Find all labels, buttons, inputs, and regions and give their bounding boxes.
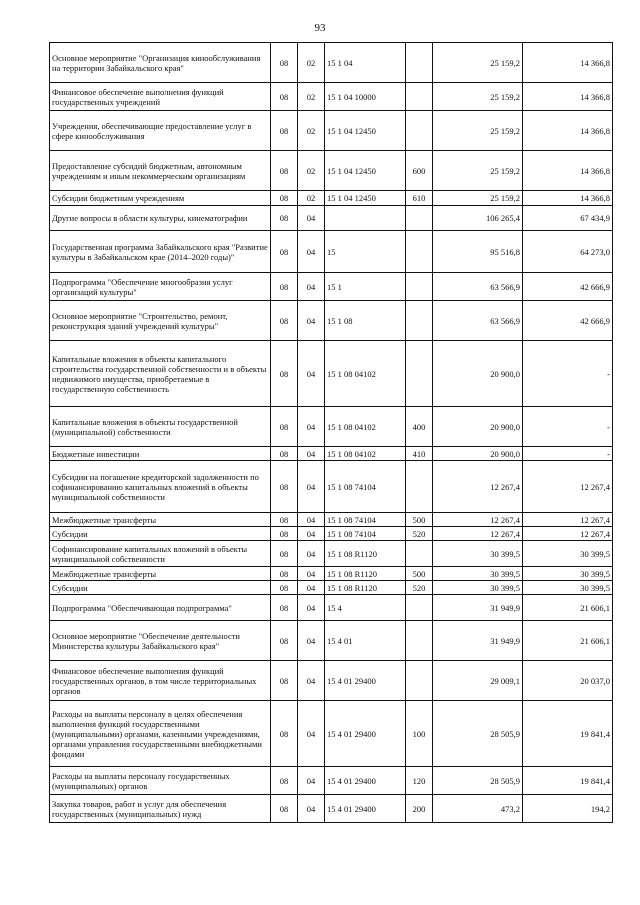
row-target-article: 15 1 08	[325, 301, 406, 341]
row-subsection-code: 04	[298, 407, 325, 447]
row-section-code: 08	[271, 151, 298, 191]
row-section-code: 08	[271, 231, 298, 273]
row-section-code: 08	[271, 767, 298, 795]
row-amount-2: 19 841,4	[523, 767, 613, 795]
row-name: Государственная программа Забайкальского края "Развитие культуры в Забайкальском крае (2014–2020 годы)"	[50, 231, 271, 273]
row-target-article: 15 1 04	[325, 43, 406, 83]
row-section-code: 08	[271, 701, 298, 767]
row-target-article: 15 1 08 74104	[325, 461, 406, 513]
row-expense-type	[406, 595, 433, 621]
row-target-article: 15 1 04 12450	[325, 191, 406, 206]
row-section-code: 08	[271, 111, 298, 151]
row-target-article: 15 4 01 29400	[325, 661, 406, 701]
row-name: Основное мероприятие "Организация кинообслуживания на территории Забайкальского края"	[50, 43, 271, 83]
row-subsection-code: 04	[298, 621, 325, 661]
row-subsection-code: 04	[298, 341, 325, 407]
row-name: Основное мероприятие "Обеспечение деятельности Министерства культуры Забайкальского края"	[50, 621, 271, 661]
row-name: Финансовое обеспечение выполнения функций государственных органов, в том числе территориальных органов	[50, 661, 271, 701]
row-amount-1: 63 566,9	[433, 301, 523, 341]
row-name: Бюджетные инвестиции	[50, 447, 271, 461]
row-section-code: 08	[271, 83, 298, 111]
row-target-article: 15 1 04 12450	[325, 151, 406, 191]
row-section-code: 08	[271, 795, 298, 823]
row-expense-type: 200	[406, 795, 433, 823]
table-row	[50, 341, 613, 407]
row-expense-type	[406, 541, 433, 567]
row-amount-1: 25 159,2	[433, 83, 523, 111]
row-target-article: 15	[325, 231, 406, 273]
row-amount-1: 28 505,9	[433, 701, 523, 767]
row-amount-2: 42 666,9	[523, 273, 613, 301]
page-number: 93	[314, 22, 326, 34]
row-amount-2: 14 366,8	[523, 151, 613, 191]
row-expense-type	[406, 273, 433, 301]
budget-table-body	[50, 43, 613, 823]
row-amount-1: 12 267,4	[433, 461, 523, 513]
row-target-article: 15 1 08 04102	[325, 407, 406, 447]
row-subsection-code: 04	[298, 231, 325, 273]
row-target-article	[325, 206, 406, 231]
row-amount-2: 12 267,4	[523, 527, 613, 541]
row-name: Расходы на выплаты персоналу государственных (муниципальных) органов	[50, 767, 271, 795]
row-section-code: 08	[271, 407, 298, 447]
row-target-article: 15 4	[325, 595, 406, 621]
row-section-code: 08	[271, 461, 298, 513]
row-section-code: 08	[271, 661, 298, 701]
row-section-code: 08	[271, 567, 298, 581]
table-row	[50, 701, 613, 767]
row-subsection-code: 04	[298, 661, 325, 701]
budget-table	[49, 42, 613, 823]
row-amount-1: 12 267,4	[433, 513, 523, 527]
row-amount-2: 12 267,4	[523, 461, 613, 513]
row-expense-type	[406, 621, 433, 661]
row-section-code: 08	[271, 273, 298, 301]
row-amount-1: 30 399,5	[433, 541, 523, 567]
row-amount-1: 25 159,2	[433, 151, 523, 191]
row-target-article: 15 1 08 04102	[325, 341, 406, 407]
row-expense-type	[406, 301, 433, 341]
row-amount-1: 25 159,2	[433, 191, 523, 206]
table-row	[50, 301, 613, 341]
row-name: Межбюджетные трансферты	[50, 567, 271, 581]
row-name: Субсидии	[50, 581, 271, 595]
row-amount-2: 20 037,0	[523, 661, 613, 701]
table-row	[50, 43, 613, 83]
row-target-article: 15 1 08 74104	[325, 527, 406, 541]
row-subsection-code: 04	[298, 461, 325, 513]
row-target-article: 15 1 04 10000	[325, 83, 406, 111]
row-section-code: 08	[271, 541, 298, 567]
table-row	[50, 206, 613, 231]
row-amount-1: 106 265,4	[433, 206, 523, 231]
row-section-code: 08	[271, 206, 298, 231]
row-target-article: 15 1 08 R1120	[325, 567, 406, 581]
row-subsection-code: 02	[298, 111, 325, 151]
row-subsection-code: 02	[298, 151, 325, 191]
row-expense-type: 100	[406, 701, 433, 767]
row-amount-1: 63 566,9	[433, 273, 523, 301]
row-subsection-code: 02	[298, 83, 325, 111]
row-subsection-code: 04	[298, 795, 325, 823]
row-expense-type: 410	[406, 447, 433, 461]
row-amount-1: 12 267,4	[433, 527, 523, 541]
row-amount-1: 473,2	[433, 795, 523, 823]
row-name: Софинансирование капитальных вложений в объекты муниципальной собственности	[50, 541, 271, 567]
row-expense-type	[406, 111, 433, 151]
row-expense-type: 400	[406, 407, 433, 447]
row-amount-2: 67 434,9	[523, 206, 613, 231]
row-expense-type: 520	[406, 527, 433, 541]
row-amount-1: 28 505,9	[433, 767, 523, 795]
row-expense-type	[406, 461, 433, 513]
row-expense-type: 610	[406, 191, 433, 206]
row-subsection-code: 04	[298, 206, 325, 231]
row-expense-type: 500	[406, 513, 433, 527]
table-row	[50, 273, 613, 301]
table-row	[50, 83, 613, 111]
row-section-code: 08	[271, 595, 298, 621]
table-row	[50, 231, 613, 273]
row-expense-type	[406, 341, 433, 407]
row-amount-2: 14 366,8	[523, 191, 613, 206]
row-expense-type: 500	[406, 567, 433, 581]
table-row	[50, 581, 613, 595]
table-row	[50, 767, 613, 795]
table-row	[50, 447, 613, 461]
row-expense-type	[406, 43, 433, 83]
row-subsection-code: 04	[298, 595, 325, 621]
row-amount-2: 30 399,5	[523, 567, 613, 581]
row-section-code: 08	[271, 621, 298, 661]
row-expense-type	[406, 231, 433, 273]
row-section-code: 08	[271, 513, 298, 527]
row-name: Учреждения, обеспечивающие предоставление услуг в сфере кинообслуживания	[50, 111, 271, 151]
row-name: Финансовое обеспечение выполнения функций государственных учреждений	[50, 83, 271, 111]
row-name: Основное мероприятие "Строительство, ремонт, реконструкция зданий учреждений культуры"	[50, 301, 271, 341]
row-target-article: 15 1 04 12450	[325, 111, 406, 151]
row-target-article: 15 4 01 29400	[325, 795, 406, 823]
row-name: Капитальные вложения в объекты государственной (муниципальной) собственности	[50, 407, 271, 447]
row-subsection-code: 04	[298, 701, 325, 767]
table-row	[50, 151, 613, 191]
table-row	[50, 527, 613, 541]
row-subsection-code: 04	[298, 767, 325, 795]
table-row	[50, 191, 613, 206]
row-amount-2: 14 366,8	[523, 111, 613, 151]
row-section-code: 08	[271, 301, 298, 341]
row-amount-2: -	[523, 407, 613, 447]
row-section-code: 08	[271, 191, 298, 206]
row-section-code: 08	[271, 581, 298, 595]
row-amount-1: 25 159,2	[433, 111, 523, 151]
table-row	[50, 621, 613, 661]
row-amount-1: 25 159,2	[433, 43, 523, 83]
row-section-code: 08	[271, 43, 298, 83]
row-amount-2: -	[523, 447, 613, 461]
table-row	[50, 795, 613, 823]
row-name: Другие вопросы в области культуры, кинематографии	[50, 206, 271, 231]
row-amount-1: 95 516,8	[433, 231, 523, 273]
row-name: Подпрограмма "Обеспечение многообразия услуг организаций культуры"	[50, 273, 271, 301]
row-amount-1: 31 949,9	[433, 595, 523, 621]
row-expense-type	[406, 661, 433, 701]
row-expense-type	[406, 206, 433, 231]
row-name: Субсидии	[50, 527, 271, 541]
row-name: Закупка товаров, работ и услуг для обеспечения государственных (муниципальных) нужд	[50, 795, 271, 823]
row-expense-type: 520	[406, 581, 433, 595]
table-row	[50, 111, 613, 151]
row-amount-2: 19 841,4	[523, 701, 613, 767]
row-name: Расходы на выплаты персоналу в целях обеспечения выполнения функций государственными (муниципальными) органами, казенными учреждениями, органами управления государственными внебюджетными фондами	[50, 701, 271, 767]
row-target-article: 15 4 01 29400	[325, 767, 406, 795]
table-row	[50, 567, 613, 581]
row-subsection-code: 04	[298, 301, 325, 341]
table-row	[50, 407, 613, 447]
row-amount-2: 64 273,0	[523, 231, 613, 273]
row-amount-2: 42 666,9	[523, 301, 613, 341]
row-subsection-code: 04	[298, 273, 325, 301]
row-target-article: 15 4 01 29400	[325, 701, 406, 767]
row-amount-2: 30 399,5	[523, 541, 613, 567]
row-expense-type: 120	[406, 767, 433, 795]
row-amount-2: 14 366,8	[523, 43, 613, 83]
row-amount-2: 30 399,5	[523, 581, 613, 595]
row-subsection-code: 04	[298, 527, 325, 541]
row-target-article: 15 4 01	[325, 621, 406, 661]
row-amount-2: 14 366,8	[523, 83, 613, 111]
row-name: Субсидии на погашение кредиторской задолженности по софинансированию капитальных вложений в объекты муниципальной собственности	[50, 461, 271, 513]
table-row	[50, 513, 613, 527]
row-target-article: 15 1 08 74104	[325, 513, 406, 527]
row-section-code: 08	[271, 527, 298, 541]
row-subsection-code: 04	[298, 581, 325, 595]
row-target-article: 15 1 08 04102	[325, 447, 406, 461]
table-row	[50, 461, 613, 513]
row-name: Капитальные вложения в объекты капитального строительства государственной собственности и в объекты недвижимого имущества, приобретаемые в государственную собственность	[50, 341, 271, 407]
row-amount-2: 21 606,1	[523, 621, 613, 661]
row-name: Предоставление субсидий бюджетным, автономным учреждениям и иным некоммерческим организациям	[50, 151, 271, 191]
table-row	[50, 541, 613, 567]
row-expense-type	[406, 83, 433, 111]
row-target-article: 15 1 08 R1120	[325, 541, 406, 567]
row-amount-1: 31 949,9	[433, 621, 523, 661]
row-amount-1: 20 900,0	[433, 407, 523, 447]
row-subsection-code: 04	[298, 567, 325, 581]
row-subsection-code: 02	[298, 43, 325, 83]
row-amount-1: 30 399,5	[433, 581, 523, 595]
row-amount-2: 194,2	[523, 795, 613, 823]
row-name: Субсидии бюджетным учреждениям	[50, 191, 271, 206]
row-section-code: 08	[271, 447, 298, 461]
row-subsection-code: 02	[298, 191, 325, 206]
row-amount-2: -	[523, 341, 613, 407]
row-target-article: 15 1	[325, 273, 406, 301]
row-subsection-code: 04	[298, 513, 325, 527]
table-row	[50, 661, 613, 701]
row-name: Межбюджетные трансферты	[50, 513, 271, 527]
row-section-code: 08	[271, 341, 298, 407]
row-amount-1: 30 399,5	[433, 567, 523, 581]
table-row	[50, 595, 613, 621]
row-amount-2: 21 606,1	[523, 595, 613, 621]
row-subsection-code: 04	[298, 541, 325, 567]
row-target-article: 15 1 08 R1120	[325, 581, 406, 595]
row-amount-2: 12 267,4	[523, 513, 613, 527]
row-amount-1: 20 900,0	[433, 341, 523, 407]
row-expense-type: 600	[406, 151, 433, 191]
row-amount-1: 29 009,1	[433, 661, 523, 701]
row-subsection-code: 04	[298, 447, 325, 461]
row-amount-1: 20 900,0	[433, 447, 523, 461]
row-name: Подпрограмма "Обеспечивающая подпрограмма"	[50, 595, 271, 621]
